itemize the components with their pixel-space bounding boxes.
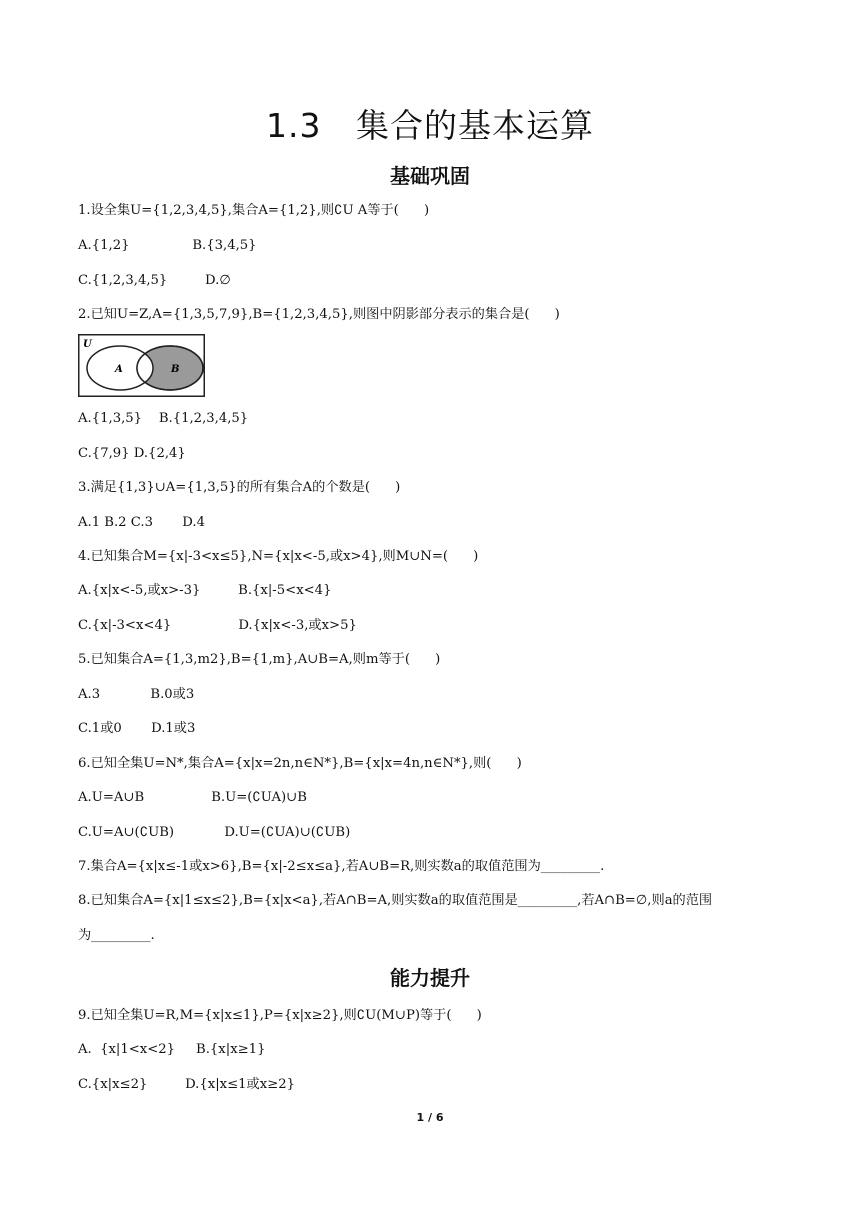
venn-label-b: B xyxy=(171,364,180,375)
question-2: 2.已知U=Z,A={1,3,5,7,9},B={1,2,3,4,5},则图中阴影部分表示的集合是( ) xyxy=(78,307,560,322)
question-2-options-cd: C.{7,9} D.{2,4} xyxy=(78,446,186,461)
question-5: 5.已知集合A={1,3,m2},B={1,m},A∪B=A,则m等于( ) xyxy=(78,652,441,667)
question-4-options-ab: A.{x|x<-5,或x>-3} B.{x|-5<x<4} xyxy=(78,583,332,598)
question-6-options-cd: C.U=A∪(∁UB) D.U=(∁UA)∪(∁UB) xyxy=(78,825,351,840)
question-1: 1.设全集U={1,2,3,4,5},集合A={1,2},则∁U A等于( ) xyxy=(78,203,430,218)
question-5-options-cd: C.1或0 D.1或3 xyxy=(78,721,196,736)
question-3: 3.满足{1,3}∪A={1,3,5}的所有集合A的个数是( ) xyxy=(78,480,401,495)
question-7: 7.集合A={x|x≤-1或x>6},B={x|-2≤x≤a},若A∪B=R,则实数a的取值范围为_________. xyxy=(78,859,605,874)
question-8-continued: 为_________. xyxy=(78,928,155,943)
question-6: 6.已知全集U=N*,集合A={x|x=2n,n∈N*},B={x|x=4n,n∈N*},则( ) xyxy=(78,756,522,771)
question-5-options-ab: A.3 B.0或3 xyxy=(78,687,195,702)
venn-label-a: A xyxy=(115,364,123,375)
question-8: 8.已知集合A={x|1≤x≤2},B={x|x<a},若A∩B=A,则实数a的取值范围是_________,若A∩B=∅,则a的范围 xyxy=(78,893,713,908)
page-title: 1.3 集合的基本运算 xyxy=(266,106,594,145)
section-heading-basic: 基础巩固 xyxy=(390,164,470,188)
venn-label-u: U xyxy=(83,339,92,350)
venn-diagram xyxy=(78,334,205,397)
question-4-options-cd: C.{x|-3<x<4} D.{x|x<-3,或x>5} xyxy=(78,618,357,633)
question-9-options-ab: A. {x|1<x<2} B.{x|x≥1} xyxy=(78,1042,266,1057)
question-9: 9.已知全集U=R,M={x|x≤1},P={x|x≥2},则∁U(M∪P)等于( ) xyxy=(78,1008,482,1023)
question-4: 4.已知集合M={x|-3<x≤5},N={x|x<-5,或x>4},则M∪N=( ) xyxy=(78,549,479,564)
question-9-options-cd: C.{x|x≤2} D.{x|x≤1或x≥2} xyxy=(78,1077,295,1092)
section-heading-advanced: 能力提升 xyxy=(390,966,470,990)
question-6-options-ab: A.U=A∪B B.U=(∁UA)∪B xyxy=(78,790,307,805)
question-1-options-ab: A.{1,2} B.{3,4,5} xyxy=(78,238,257,253)
question-3-options: A.1 B.2 C.3 D.4 xyxy=(78,515,205,530)
question-1-options-cd: C.{1,2,3,4,5} D.∅ xyxy=(78,273,231,288)
page-number: 1 / 6 xyxy=(416,1111,444,1124)
question-2-options-ab: A.{1,3,5} B.{1,2,3,4,5} xyxy=(78,411,249,426)
